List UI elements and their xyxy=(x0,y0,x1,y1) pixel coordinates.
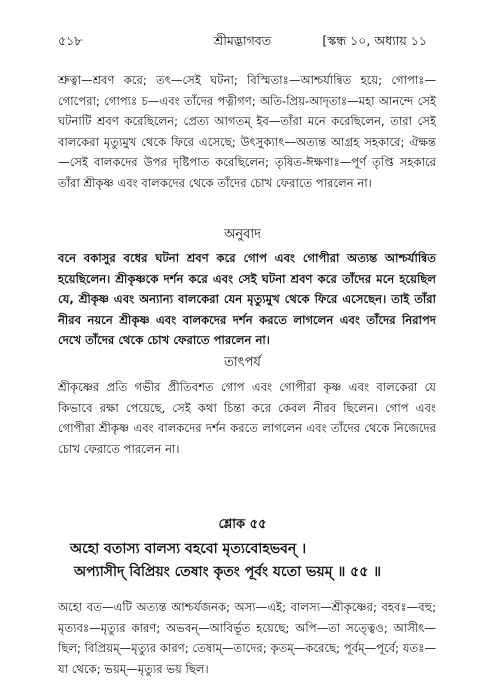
synonyms-verse-55: অহো বত—এটি অত্যন্ত আশ্চর্যজনক; অস্য—এই; বালস্য—শ্রীকৃষ্ণের; বহবঃ—বহু; মৃত্যবঃ—মৃত্যুর কারণ; অভবন্—আবির্ভূত হয়েছে; অপি—তা সত্ত্বেও; আসীৎ—ছিল; বিপ্রিয়ম্—মৃত্যুর কারণ; তেষাম্—তাদের; কৃতম্—করেছে; পূর্বম্—পূর্বে; যতঃ—যা থেকে; ভয়ম্—মৃত্যুর ভয় ছিল। xyxy=(58,600,436,676)
purport-text: শ্রীকৃষ্ণের প্রতি গভীর প্রীতিবশত গোপ এবং গোপীরা কৃষ্ণ এবং বালকেরা যে কিভাবে রক্ষা পেয়েছে, সেই কথা চিন্তা করে কেবল নীরব ছিলেন। গোপ এবং গোপীরা শ্রীকৃষ্ণ এবং বালকদের দর্শন করতে লাগলেন এবং তাঁদের থেকে নিজেদের চোখ ফেরাতে পারলেন না। xyxy=(58,380,436,456)
synonyms-previous-verse: শ্রুত্বা—শ্রবণ করে; তৎ—সেই ঘটনা; বিস্মিতাঃ—আশ্চর্যান্বিত হয়ে; গোপাঃ—গোপেরা; গোপ্যঃ চ—এবং তাঁদের পত্নীগণ; অতি-প্রিয়-আদৃতাঃ—মহা আনন্দে সেই ঘটনাটি শ্রবণ করেছিলেন; প্রেত্য আগতম্ ইব—তাঁরা মনে করেছিলেন, তারা সেই বালকেরা মৃত্যুমুখ থেকে ফিরে এসেছে; উৎসুক্যাৎ—অত্যন্ত আগ্রহ সহকারে; ঐক্ষন্ত—সেই বালকদের উপর দৃষ্টিপাত করেছিলেন; তৃষিত-ঈক্ষণাঃ—পূর্ণ তৃপ্তি সহকারে তাঁরা শ্রীকৃষ্ণ এবং বালকদের থেকে তাঁদের চোখ ফেরাতে পারলেন না। xyxy=(58,73,436,190)
translation-text: বনে বকাসুর বধের ঘটনা শ্রবণ করে গোপ এবং গোপীরা অত্যন্ত আশ্চর্যান্বিত হয়েছিলেন। শ্রীকৃষ্ণকে দর্শন করে এবং সেই ঘটনা শ্রবণ করে তাঁদের মনে হয়েছিল যে, শ্রীকৃষ্ণ এবং অন্যান্য বালকেরা যেন মৃত্যুমুখ থেকে ফিরে এসেছেন। তাই তাঁরা নীরব নয়নে শ্রীকৃষ্ণ এবং বালকদের দর্শন করতে লাগলেন এবং তাঁদের নিরাপদ দেখে তাঁদের থেকে চোখ ফেরাতে পারলেন না। xyxy=(58,251,436,347)
page-header xyxy=(58,30,427,52)
purport-heading: তাৎপর্য xyxy=(224,355,261,370)
verse-heading: শ্লোক ৫৫ xyxy=(218,517,267,532)
translation-heading: অনুবাদ xyxy=(224,227,261,242)
chapter-reference: [স্কন্ধ ১০, অধ্যায় ১১ xyxy=(322,33,427,48)
verse-line-1: অহো বতাস্য বালস্য বহবো মৃত্যবোহভবন্ । xyxy=(70,541,307,557)
book-title: শ্রীমদ্ভাগবত xyxy=(213,33,272,48)
page-number: ৫১৮ xyxy=(58,33,83,48)
verse-line-2: অপ্যাসীদ্ বিপ্রিয়ং তেষাং কৃতং পূর্বং যতো ভয়ম্ ॥ ৫৫ ॥ xyxy=(74,564,382,580)
